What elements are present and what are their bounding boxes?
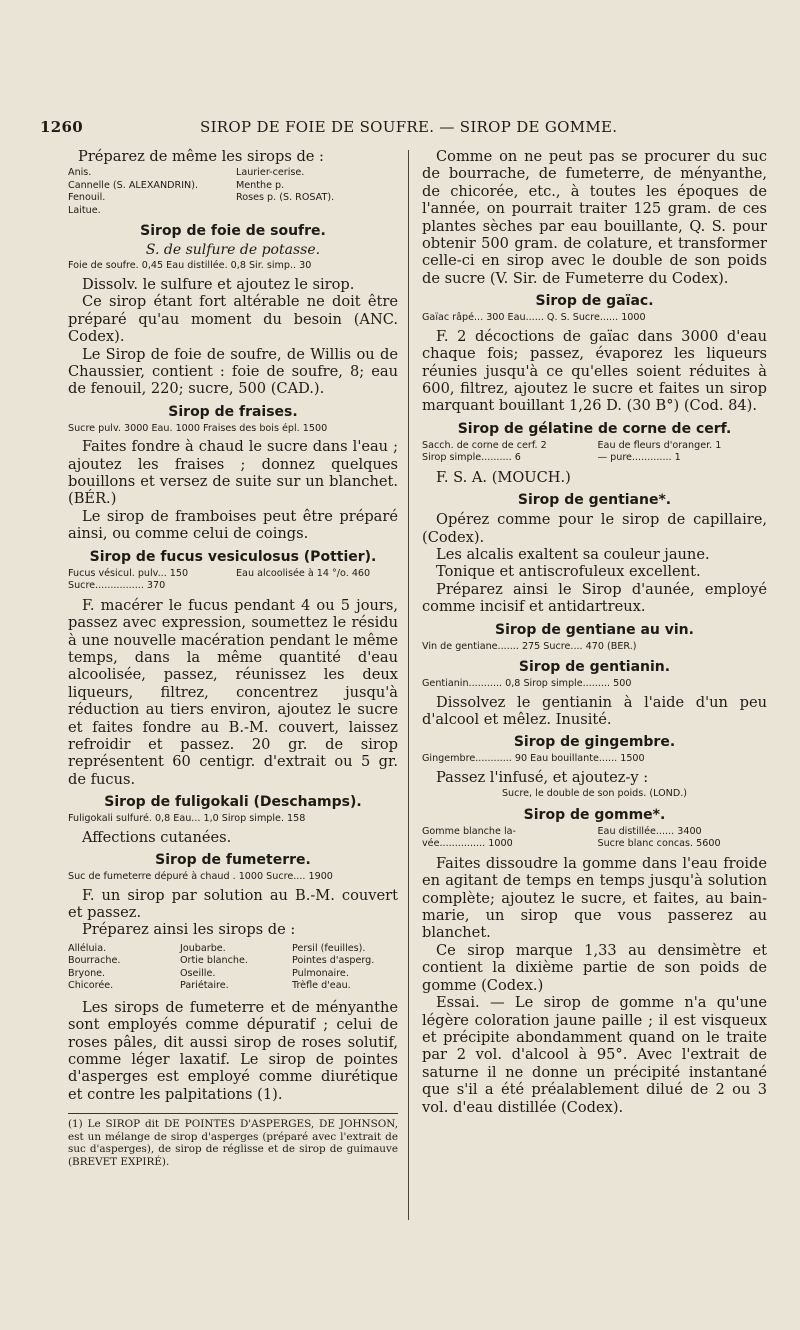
ingredients: Fuligokali sulfuré. 0,8 Eau... 1,0 Sirop simple. 158 bbox=[68, 813, 306, 825]
footnote: (1) Le SIROP dit DE POINTES D'ASPERGES, DE JOHNSON, est un mélange de sirop d'asperges (préparé avec l'extrait de suc d'asperges), de sirop de réglisse et de sirop de guimauve (BREVET EXPIRÉ). bbox=[68, 1118, 398, 1168]
list-item: Pulmonaire. bbox=[292, 967, 349, 979]
paragraph: Opérez comme pour le sirop de capillaire, (Codex). bbox=[422, 511, 767, 546]
ingredient: Sacch. de corne de cerf. 2 bbox=[422, 439, 547, 451]
section-subtitle: S. de sulfure de potasse. bbox=[145, 242, 321, 259]
ingredient: Sucre blanc concas. 5600 bbox=[597, 838, 721, 850]
right-column bbox=[422, 148, 767, 1116]
ingredients: Gaïac râpé... 300 Eau...... Q. S. Sucre...... 1000 bbox=[422, 312, 646, 324]
section-heading: Sirop de fraises. bbox=[168, 403, 298, 420]
list-item: Menthe p. bbox=[236, 179, 285, 191]
section-heading: Sirop de gentiane au vin. bbox=[495, 621, 694, 638]
list-item: Fenouil. bbox=[68, 192, 106, 204]
paragraph: Passez l'infusé, et ajoutez-y : bbox=[436, 768, 649, 786]
ingredients: Gingembre............ 90 Eau bouillante...... 1500 bbox=[422, 753, 645, 765]
list-item: Anis. bbox=[68, 167, 92, 179]
ingredients: Foie de soufre. 0,45 Eau distillée. 0,8 Sir. simp.. 30 bbox=[68, 260, 312, 272]
ingredients bbox=[422, 826, 767, 851]
paragraph: Comme on ne peut pas se procurer du suc de bourrache, de fumeterre, de ményanthe, de chicorée, etc., à toutes les époques de l'année, on pourrait traiter 125 gram. de ces plantes sèches par eau bouillante, Q. S. pour obtenir 500 gram. de colature, et transformer celle-ci en sirop avec le double de son poids de sucre (V. Sir. de Fumeterre du Codex). bbox=[422, 148, 767, 287]
ingredient bbox=[236, 580, 398, 593]
list-item: Ortie blanche. bbox=[180, 955, 248, 967]
section-heading: Sirop de fucus vesiculosus (Pottier). bbox=[89, 548, 377, 565]
left-column bbox=[68, 148, 398, 1168]
ingredient: Eau distillée...... 3400 bbox=[597, 825, 702, 837]
paragraph: Préparez ainsi les sirops de : bbox=[82, 921, 296, 939]
list-item: Pointes d'asperg. bbox=[292, 955, 375, 967]
list-item: Laurier-cerise. bbox=[236, 167, 305, 179]
page-number: 1260 bbox=[40, 118, 83, 136]
paragraph: Faites dissoudre la gomme dans l'eau froide en agitant de temps en temps jusqu'à solution complète; ajoutez le sucre, et faites, au bain-marie, un sirop que vous passerez au blanchet. bbox=[422, 854, 767, 942]
ingredient: Sirop simple.......... 6 bbox=[422, 452, 521, 464]
ingredient: Eau alcoolisée à 14 °/o. 460 bbox=[236, 567, 371, 579]
section-heading: Sirop de fuligokali (Deschamps). bbox=[104, 794, 362, 811]
section-heading: Sirop de gélatine de corne de cerf. bbox=[457, 420, 732, 437]
list-item: Alléluia. bbox=[68, 942, 107, 954]
list-item: Roses p. (S. ROSAT). bbox=[236, 192, 335, 204]
ingredient: Sucre................ 370 bbox=[68, 580, 166, 592]
syrup-list-1 bbox=[68, 167, 398, 217]
section-heading: Sirop de foie de soufre. bbox=[140, 223, 326, 240]
ingredients bbox=[422, 440, 767, 465]
syrup-list-2 bbox=[68, 943, 398, 993]
footnote-rule bbox=[68, 1113, 398, 1114]
paragraph: F. macérer le fucus pendant 4 ou 5 jours, passez avec expression, soumettez le résidu à une nouvelle macération pendant le même temps, dans la même quantité d'eau alcoolisée, passez, réunissez les deux liqueurs, filtrez, concentrez jusqu'à réduction au tiers environ, ajoutez le sucre et faites fondre au B.-M. couvert, laissez refroidir et passez. 20 gr. de sirop représentent 60 centigr. d'extrait ou 5 gr. de fucus. bbox=[68, 596, 398, 788]
ingredients: Gentianin........... 0,8 Sirop simple......... 500 bbox=[422, 678, 632, 690]
paragraph: Ce sirop étant fort altérable ne doit être préparé qu'au moment du besoin (ANC. Codex). bbox=[68, 293, 398, 346]
list-item: Oseille. bbox=[180, 967, 216, 979]
ingredients: Sucre pulv. 3000 Eau. 1000 Fraises des bois épl. 1500 bbox=[68, 422, 328, 434]
section-heading: Sirop de gentiane*. bbox=[517, 492, 672, 509]
ingredient: — pure............. 1 bbox=[597, 452, 681, 464]
running-title: SIROP DE FOIE DE SOUFRE. — SIROP DE GOMME. bbox=[200, 118, 618, 136]
intro-text: Préparez de même les sirops de : bbox=[78, 148, 324, 165]
ingredient: Gomme blanche la- bbox=[422, 825, 516, 837]
list-item: Persil (feuilles). bbox=[292, 942, 366, 954]
paragraph: Faites fondre à chaud le sucre dans l'eau ; ajoutez les fraises ; donnez quelques bouillons et versez de suite sur un blanchet. (BÉR.) bbox=[68, 438, 398, 508]
list-item: Bryone. bbox=[68, 967, 106, 979]
section-heading: Sirop de gentianin. bbox=[518, 659, 671, 676]
ingredients: Suc de fumeterre dépuré à chaud . 1000 Sucre.... 1900 bbox=[68, 871, 333, 883]
paragraph: Essai. — Le sirop de gomme n'a qu'une légère coloration jaune paille ; il est visqueux et précipite abondamment quand on le traite par 2 vol. d'alcool à 95°. Avec l'extrait de saturne il ne donne un précipité instantané que s'il a été préalablement dilué de 2 ou 3 vol. d'eau distillée (Codex). bbox=[422, 994, 767, 1116]
list-item: Joubarbe. bbox=[180, 942, 226, 954]
list-item bbox=[236, 205, 398, 218]
note: Sucre, le double de son poids. (LOND.) bbox=[501, 788, 688, 800]
ingredients: Vin de gentiane....... 275 Sucre.... 470 (BÉR.) bbox=[422, 640, 637, 652]
ingredients bbox=[68, 568, 398, 593]
list-item: Laitue. bbox=[68, 204, 101, 216]
ingredient: Eau de fleurs d'oranger. 1 bbox=[597, 439, 722, 451]
list-item: Bourrache. bbox=[68, 955, 121, 967]
list-item: Cannelle (S. ALEXANDRIN). bbox=[68, 179, 198, 191]
column-divider bbox=[408, 150, 409, 1220]
section-heading: Sirop de fumeterre. bbox=[155, 852, 311, 869]
paragraph: Affections cutanées. bbox=[82, 828, 232, 846]
paragraph: F. un sirop par solution au B.-M. couvert et passez. bbox=[68, 886, 398, 921]
paragraph: F. S. A. (MOUCH.) bbox=[436, 468, 571, 486]
list-item: Pariétaire. bbox=[180, 980, 229, 992]
section-heading: Sirop de gingembre. bbox=[513, 734, 676, 751]
ingredient: Fucus vésicul. pulv... 150 bbox=[68, 567, 189, 579]
paragraph: Préparez ainsi le Sirop d'aunée, employé comme incisif et antidartreux. bbox=[422, 580, 767, 616]
section-heading: Sirop de gomme*. bbox=[523, 806, 666, 823]
ingredient: vée............... 1000 bbox=[422, 838, 513, 850]
paragraph: Dissolvez le gentianin à l'aide d'un peu d'alcool et mêlez. Inusité. bbox=[422, 693, 767, 729]
paragraph: Le Sirop de foie de soufre, de Willis ou de Chaussier, contient : foie de soufre, 8; eau de fenouil, 220; sucre, 500 (CAD.). bbox=[68, 345, 398, 398]
paragraph: F. 2 décoctions de gaïac dans 3000 d'eau chaque fois; passez, évaporez les liqueurs réunies jusqu'à ce qu'elles soient réduites à 600, filtrez, ajoutez le sucre et faites un sirop marquant bouillant 1,26 D. (30 B°) (Cod. 84). bbox=[422, 327, 767, 415]
paragraph: Les alcalis exaltent sa couleur jaune. bbox=[436, 546, 710, 563]
page-header bbox=[40, 118, 760, 142]
list-item: Trèfle d'eau. bbox=[292, 980, 351, 992]
paragraph: Les sirops de fumeterre et de ményanthe sont employés comme dépuratif ; celui de roses pâles, dit aussi sirop de roses solutif, comme léger laxatif. Le sirop de pointes d'asperges est employé comme diurétique et contre les palpitations (1). bbox=[68, 998, 398, 1103]
list-item: Chicorée. bbox=[68, 980, 114, 992]
paragraph: Dissolv. le sulfure et ajoutez le sirop. bbox=[82, 275, 355, 293]
paragraph: Ce sirop marque 1,33 au densimètre et contient la dixième partie de son poids de gomme (Codex.) bbox=[422, 941, 767, 994]
section-heading: Sirop de gaïac. bbox=[535, 293, 654, 310]
paragraph: Le sirop de framboises peut être préparé ainsi, ou comme celui de coings. bbox=[68, 507, 398, 543]
paragraph: Tonique et antiscrofuleux excellent. bbox=[436, 563, 701, 581]
